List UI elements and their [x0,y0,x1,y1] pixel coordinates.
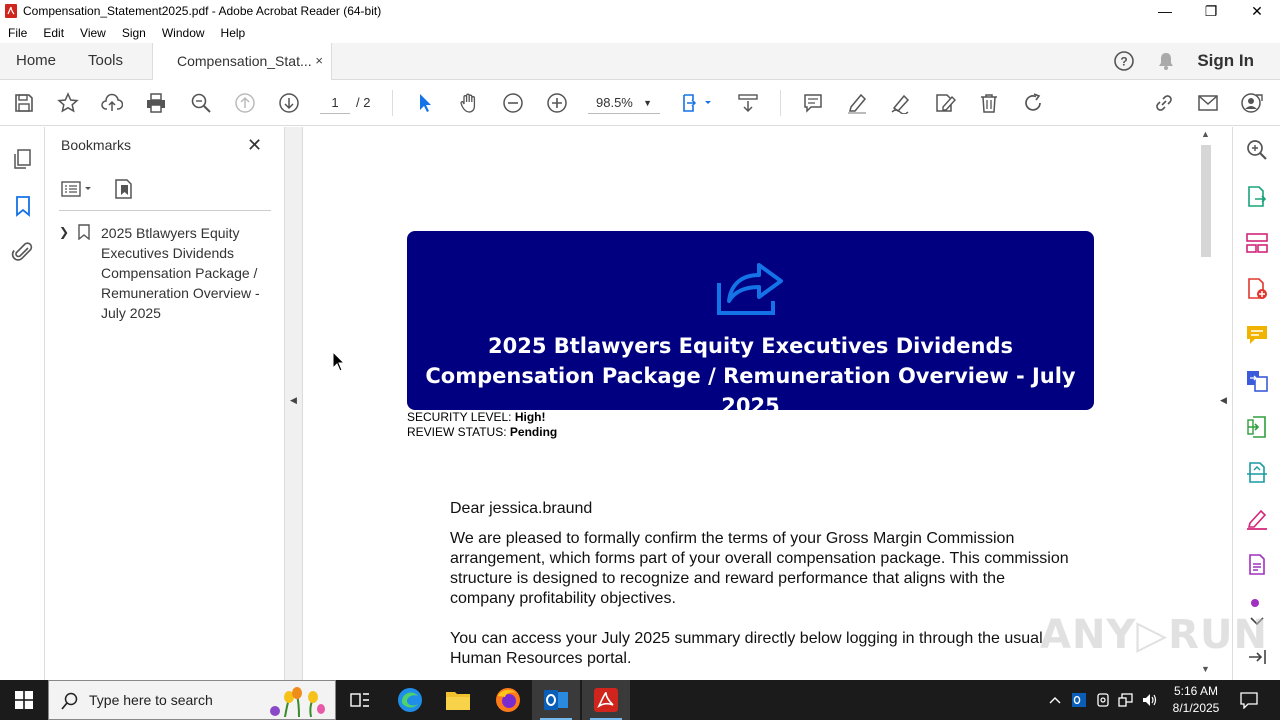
bookmark-item-label: 2025 Btlawyers Equity Executives Dividends Compensation Package / Remuneration Overview - July 2025 [101,225,260,321]
bookmark-icon [77,224,91,240]
scroll-up-icon[interactable]: ▲ [1201,129,1210,139]
network-icon[interactable] [1118,692,1134,708]
email-envelope-icon[interactable] [1196,91,1220,115]
search-icon [61,692,79,710]
document-meta [407,410,557,440]
right-panel-splitter[interactable] [1215,127,1233,680]
search-placeholder: Type here to search [89,692,213,708]
zoom-out-icon[interactable] [501,91,525,115]
draw-sign-icon[interactable] [889,91,913,115]
zoom-search-icon[interactable] [189,91,213,115]
menu-help[interactable]: Help [220,25,246,40]
file-explorer-button[interactable] [434,680,482,720]
system-clock[interactable] [1166,683,1226,717]
attachments-paperclip-icon[interactable] [11,240,35,264]
tab-document-label: Compensation_Stat... [177,53,312,69]
current-page-input[interactable]: 1 [320,92,350,114]
scrollbar-thumb[interactable] [1201,145,1211,257]
organize-pages-icon[interactable] [1245,231,1269,255]
menu-view[interactable]: View [80,25,106,40]
firefox-icon [495,687,521,713]
page-thumbnails-icon[interactable] [11,147,35,171]
main-toolbar [0,80,1280,126]
delete-trash-icon[interactable] [977,91,1001,115]
maximize-button[interactable]: ❐ [1204,2,1218,19]
share-arrow-icon [713,253,785,321]
export-pdf-icon[interactable] [1245,185,1269,209]
firefox-button[interactable] [484,680,532,720]
notification-center-icon[interactable] [1240,691,1258,709]
security-level-label: SECURITY LEVEL: [407,410,515,424]
anyrun-watermark: ANY▷RUN [1040,612,1268,658]
review-status-label: REVIEW STATUS: [407,425,510,439]
letter-body [450,499,1070,680]
scan-ocr-icon[interactable] [1245,461,1269,485]
mouse-cursor-icon [332,351,346,373]
close-panel-icon[interactable]: ✕ [247,135,263,155]
edit-pdf-icon[interactable] [933,91,957,115]
save-icon[interactable] [12,91,36,115]
outlook-button[interactable] [532,680,580,720]
tab-home[interactable]: Home [16,52,57,69]
menu-window[interactable]: Window [161,25,205,40]
share-link-icon[interactable] [1152,91,1176,115]
combine-files-icon[interactable] [1245,369,1269,393]
help-icon[interactable] [1113,50,1135,72]
notifications-bell-icon[interactable] [1155,50,1177,72]
tab-close-icon[interactable]: × [315,53,323,68]
bookmark-options-icon[interactable] [61,179,95,199]
menu-edit[interactable]: Edit [43,25,65,40]
letter-greeting: Dear jessica.braund [450,500,593,517]
edge-browser-button[interactable] [386,680,434,720]
fit-page-icon[interactable] [680,91,716,115]
share-user-icon[interactable] [1240,91,1264,115]
minimize-button[interactable]: — [1158,3,1172,19]
vertical-scrollbar[interactable] [1199,127,1215,680]
expand-right-panel-icon[interactable]: ◀ [1220,395,1227,405]
zoom-level-value: 98.5% [596,95,633,110]
sign-in-button[interactable]: Sign In [1197,51,1254,70]
folder-icon [445,689,471,711]
bookmarks-tools [59,165,271,211]
tab-document[interactable] [152,43,332,80]
outlook-icon [543,688,569,712]
letter-paragraph: You can access your July 2025 summary directly below logging in through the usual Human Resources portal. [450,630,1043,667]
window-title: Compensation_Statement2025.pdf - Adobe Acrobat Reader (64-bit) [23,4,382,18]
rotate-icon[interactable] [1021,91,1045,115]
security-level-value: High! [514,410,546,424]
hand-tool-icon[interactable] [457,91,481,115]
panel-splitter[interactable] [285,127,303,680]
add-bookmark-icon[interactable] [113,178,135,200]
highlight-pen-icon[interactable] [845,91,869,115]
compress-pdf-icon[interactable] [1245,415,1269,439]
taskbar-search-box[interactable] [48,680,336,720]
menu-file[interactable]: File [8,25,28,40]
menu-bar [0,22,1280,43]
volume-speaker-icon[interactable] [1142,692,1158,708]
acrobat-reader-button[interactable] [582,680,630,720]
task-view-button[interactable] [336,680,384,720]
document-tool-icon[interactable] [1245,553,1269,577]
comment-tool-icon[interactable] [1245,323,1269,347]
outlook-tray-icon[interactable] [1071,692,1087,708]
print-icon[interactable] [144,91,168,115]
collapse-left-icon[interactable]: ◀ [290,395,297,405]
toolbar-divider [780,90,781,116]
windows-logo-icon [15,691,33,709]
select-cursor-icon[interactable] [413,91,437,115]
clock-date: 8/1/2025 [1172,701,1220,715]
close-window-button[interactable]: ✕ [1251,2,1263,19]
bookmarks-panel [45,127,285,680]
previous-page-icon[interactable] [233,91,257,115]
svg-text:?: ? [1120,54,1128,69]
start-button[interactable] [0,680,48,720]
toolbar-divider [392,90,393,116]
acrobat-app-icon [4,4,18,18]
document-viewport[interactable] [303,127,1199,680]
clock-time: 5:16 AM [1173,684,1219,698]
review-status-value: Pending [509,425,558,439]
scroll-down-icon[interactable]: ▼ [1201,664,1210,674]
bookmarks-panel-icon[interactable] [11,194,35,218]
zoom-level-dropdown[interactable] [588,92,660,114]
flowers-decoration-icon [265,685,329,717]
menu-sign[interactable]: Sign [121,25,146,40]
banner-title: 2025 Btlawyers Equity Executives Dividends Compensation Package / Remuneration Overview - July 2025 [425,334,1076,418]
bookmarks-header: Bookmarks [61,137,132,153]
edge-icon [397,687,423,713]
chevron-right-icon[interactable]: ❯ [59,225,70,239]
acrobat-icon [593,687,619,713]
upload-cloud-icon[interactable] [100,91,124,115]
left-navigation-pane [0,127,45,680]
title-bar [0,0,1280,22]
scroll-mode-icon[interactable] [736,91,760,115]
comment-icon[interactable] [801,91,825,115]
windows-taskbar [0,680,1280,720]
bookmark-star-icon[interactable] [56,91,80,115]
right-tools-pane [1233,127,1280,680]
search-zoom-icon[interactable] [1245,138,1269,162]
fill-and-sign-icon[interactable] [1245,507,1269,531]
chevron-down-icon: ▼ [643,98,652,108]
device-tray-icon[interactable] [1095,692,1111,708]
tab-bar [0,43,1280,80]
next-page-icon[interactable] [277,91,301,115]
zoom-in-icon[interactable] [545,91,569,115]
letter-paragraph: We are pleased to formally confirm the terms of your Gross Margin Commission arrangement, which forms part of your overall compensation package. This commission structure is designed to recognize and reward performance that aligns with the company profitability objectives. [450,530,1069,607]
create-pdf-icon[interactable] [1245,277,1269,301]
tray-overflow-chevron-icon[interactable] [1047,692,1063,708]
tab-tools[interactable]: Tools [88,52,124,69]
total-pages: / 2 [356,95,371,110]
task-view-icon [350,691,370,709]
